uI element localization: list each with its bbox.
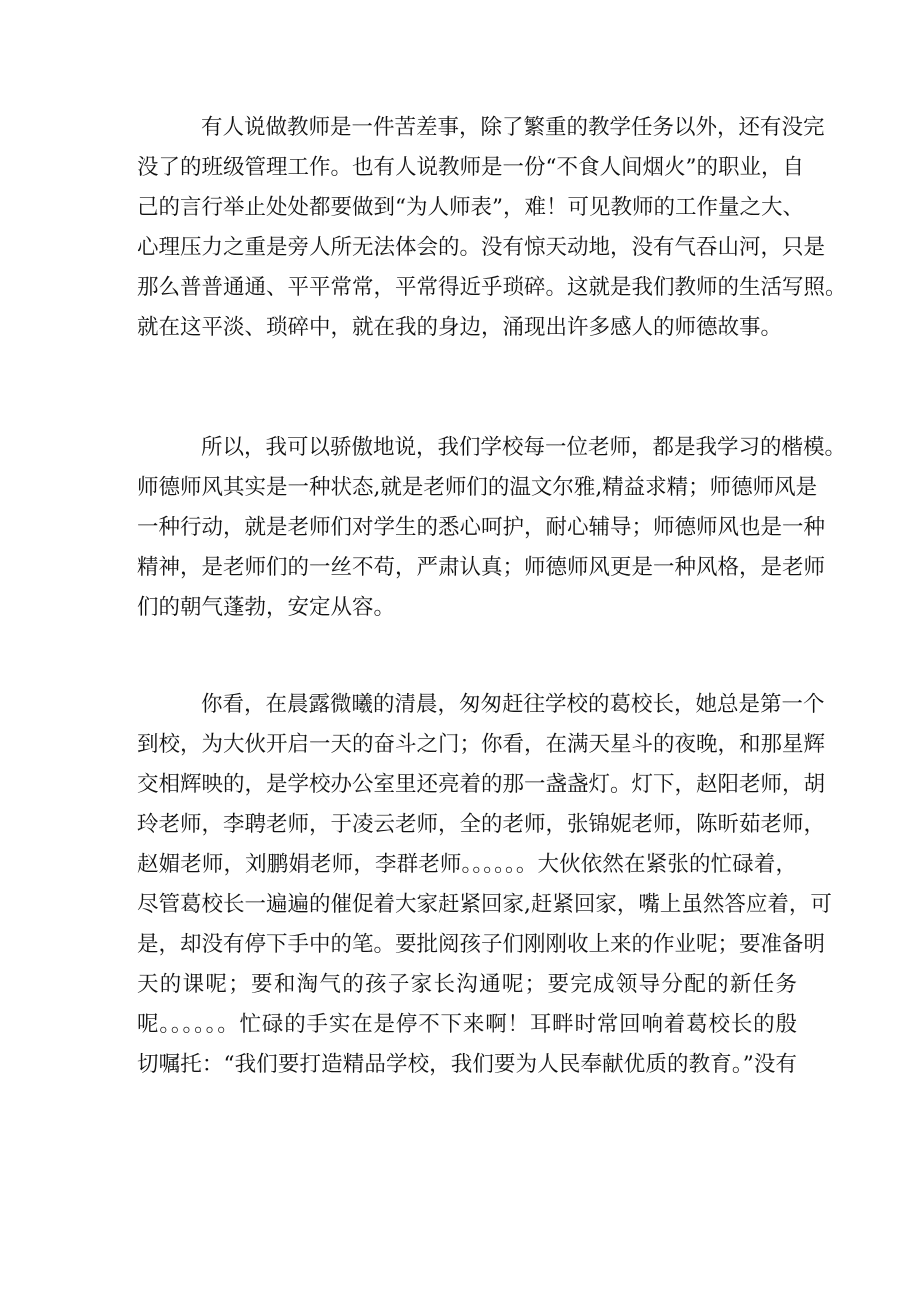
- text-line: 己的言行举止处处都要做到“为人师表”，难！可见教师的工作量之大、: [137, 195, 804, 220]
- text-line: 有人说做教师是一件苦差事，除了繁重的教学任务以外，还有没完: [201, 115, 825, 140]
- text-line: 赵媚老师，刘鹏娟老师，李群老师。。。。。。大伙依然在紧张的忙碌着，: [137, 852, 797, 877]
- paragraph-2: [137, 428, 847, 628]
- text-line: 到校，为大伙开启一天的奋斗之门；你看，在满天星斗的夜晚，和那星辉: [137, 732, 826, 757]
- text-line: 师德师风其实是一种状态,就是老师们的温文尔雅,精益求精；师德师风是: [137, 475, 818, 500]
- text-line: 尽管葛校长一遍遍的催促着大家赶紧回家,赶紧回家，嘴上虽然答应着，可: [137, 892, 832, 917]
- text-line: 是，却没有停下手中的笔。要批阅孩子们刚刚收上来的作业呢；要准备明: [137, 932, 826, 957]
- text-line: 那么普普通通、平平常常，平常得近乎琐碎。这就是我们教师的生活写照。: [137, 275, 847, 300]
- text-line: 切嘱托：“我们要打造精品学校，我们要为人民奉献优质的教育。”没有: [137, 1052, 797, 1077]
- text-line: 们的朝气蓬勃，安定从容。: [137, 595, 396, 620]
- text-line: 交相辉映的，是学校办公室里还亮着的那一盏盏灯。灯下，赵阳老师，胡: [137, 772, 826, 797]
- text-line: 精神，是老师们的一丝不苟，严肃认真；师德师风更是一种风格，是老师: [137, 555, 826, 580]
- text-line: 天的课呢；要和淘气的孩子家长沟通呢；要完成领导分配的新任务: [137, 972, 797, 997]
- text-line: 就在这平淡、琐碎中，就在我的身边，涌现出许多感人的师德故事。: [137, 315, 783, 340]
- text-line: 所以，我可以骄傲地说，我们学校每一位老师，都是我学习的楷模。: [201, 435, 847, 460]
- paragraph-3: [137, 685, 832, 1085]
- text-line: 没了的班级管理工作。也有人说教师是一份“不食人间烟火”的职业，自: [137, 155, 804, 180]
- text-line: 玲老师，李聘老师，于凌云老师，全的老师，张锦妮老师，陈昕茹老师，: [137, 812, 826, 837]
- text-line: 心理压力之重是旁人所无法体会的。没有惊天动地，没有气吞山河，只是: [137, 235, 826, 260]
- text-line: 你看，在晨露微曦的清晨，匆匆赶往学校的葛校长，她总是第一个: [201, 692, 825, 717]
- text-line: 呢。。。。。。忙碌的手实在是停不下来啊！耳畔时常回响着葛校长的殷: [137, 1012, 797, 1037]
- paragraph-1: [137, 108, 847, 348]
- text-line: 一种行动，就是老师们对学生的悉心呵护，耐心辅导；师德师风也是一种: [137, 515, 826, 540]
